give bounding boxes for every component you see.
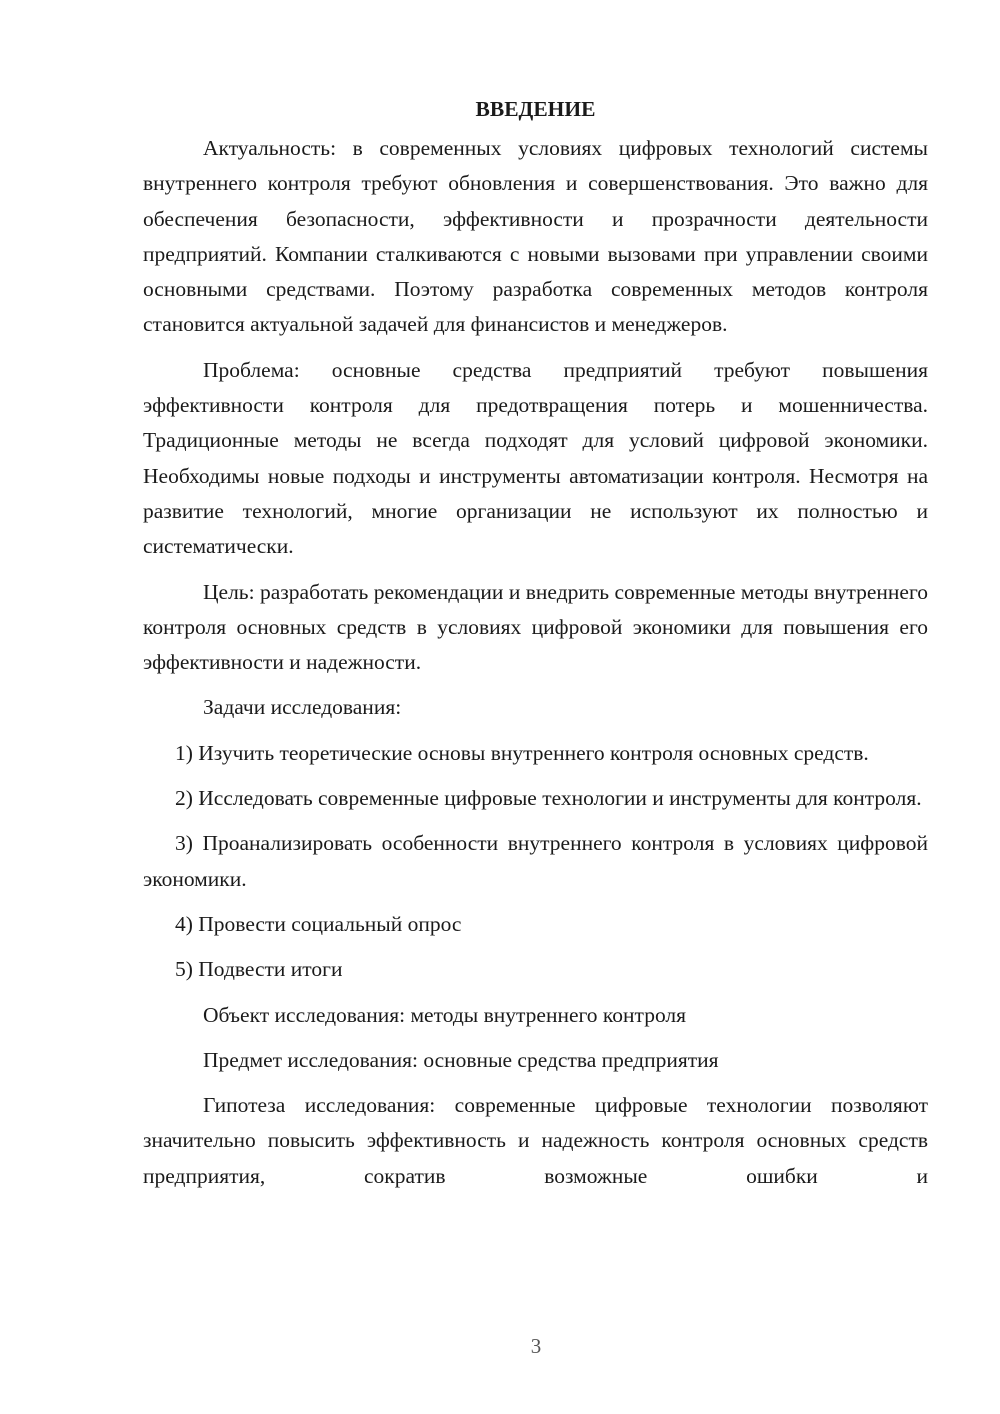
tasks-title: Задачи исследования:: [203, 695, 402, 720]
page-content: [143, 92, 928, 1194]
research-subject: Предмет исследования: основные средства предприятия: [203, 1047, 719, 1072]
task-item-5: 5) Подвести итоги: [175, 957, 343, 982]
task-item-1: 1) Изучить теоретические основы внутреннего контроля основных средств.: [175, 740, 869, 765]
page-number: 3: [530, 1334, 542, 1358]
paragraph-goal: Цель: разработать рекомендации и внедрить современные методы внутреннего контроля основных средств в условиях цифровой экономики для повышения его эффективности и надежности.: [143, 579, 928, 675]
section-heading: ВВЕДЕНИЕ: [475, 97, 596, 121]
task-item-2: 2) Исследовать современные цифровые технологии и инструменты для контроля.: [175, 786, 922, 811]
paragraph-relevance: Актуальность: в современных условиях цифровых технологий системы внутреннего контроля требуют обновления и совершенствования. Это важно для обеспечения безопасности, эффективности и прозрачности деятельности предприятий. Компании сталкиваются с новыми вызовами при управлении своими основными средствами. Поэтому разработка современных методов контроля становится актуальной задачей для финансистов и менеджеров.: [143, 136, 928, 337]
paragraph-hypothesis: Гипотеза исследования: современные цифровые технологии позволяют значительно повысить эффективность и надежность контроля основных средств предприятия, сократив возможные ошибки и: [143, 1093, 928, 1188]
task-item-4: 4) Провести социальный опрос: [175, 911, 462, 936]
task-item-3: 3) Проанализировать особенности внутреннего контроля в условиях цифровой экономики.: [143, 831, 928, 891]
research-object: Объект исследования: методы внутреннего контроля: [203, 1002, 687, 1027]
paragraph-problem: Проблема: основные средства предприятий требуют повышения эффективности контроля для предотвращения потерь и мошенничества. Традиционные методы не всегда подходят для условий цифровой экономики. Необходимы новые подходы и инструменты автоматизации контроля. Несмотря на развитие технологий, многие организации не используют их полностью и систематически.: [143, 357, 928, 559]
